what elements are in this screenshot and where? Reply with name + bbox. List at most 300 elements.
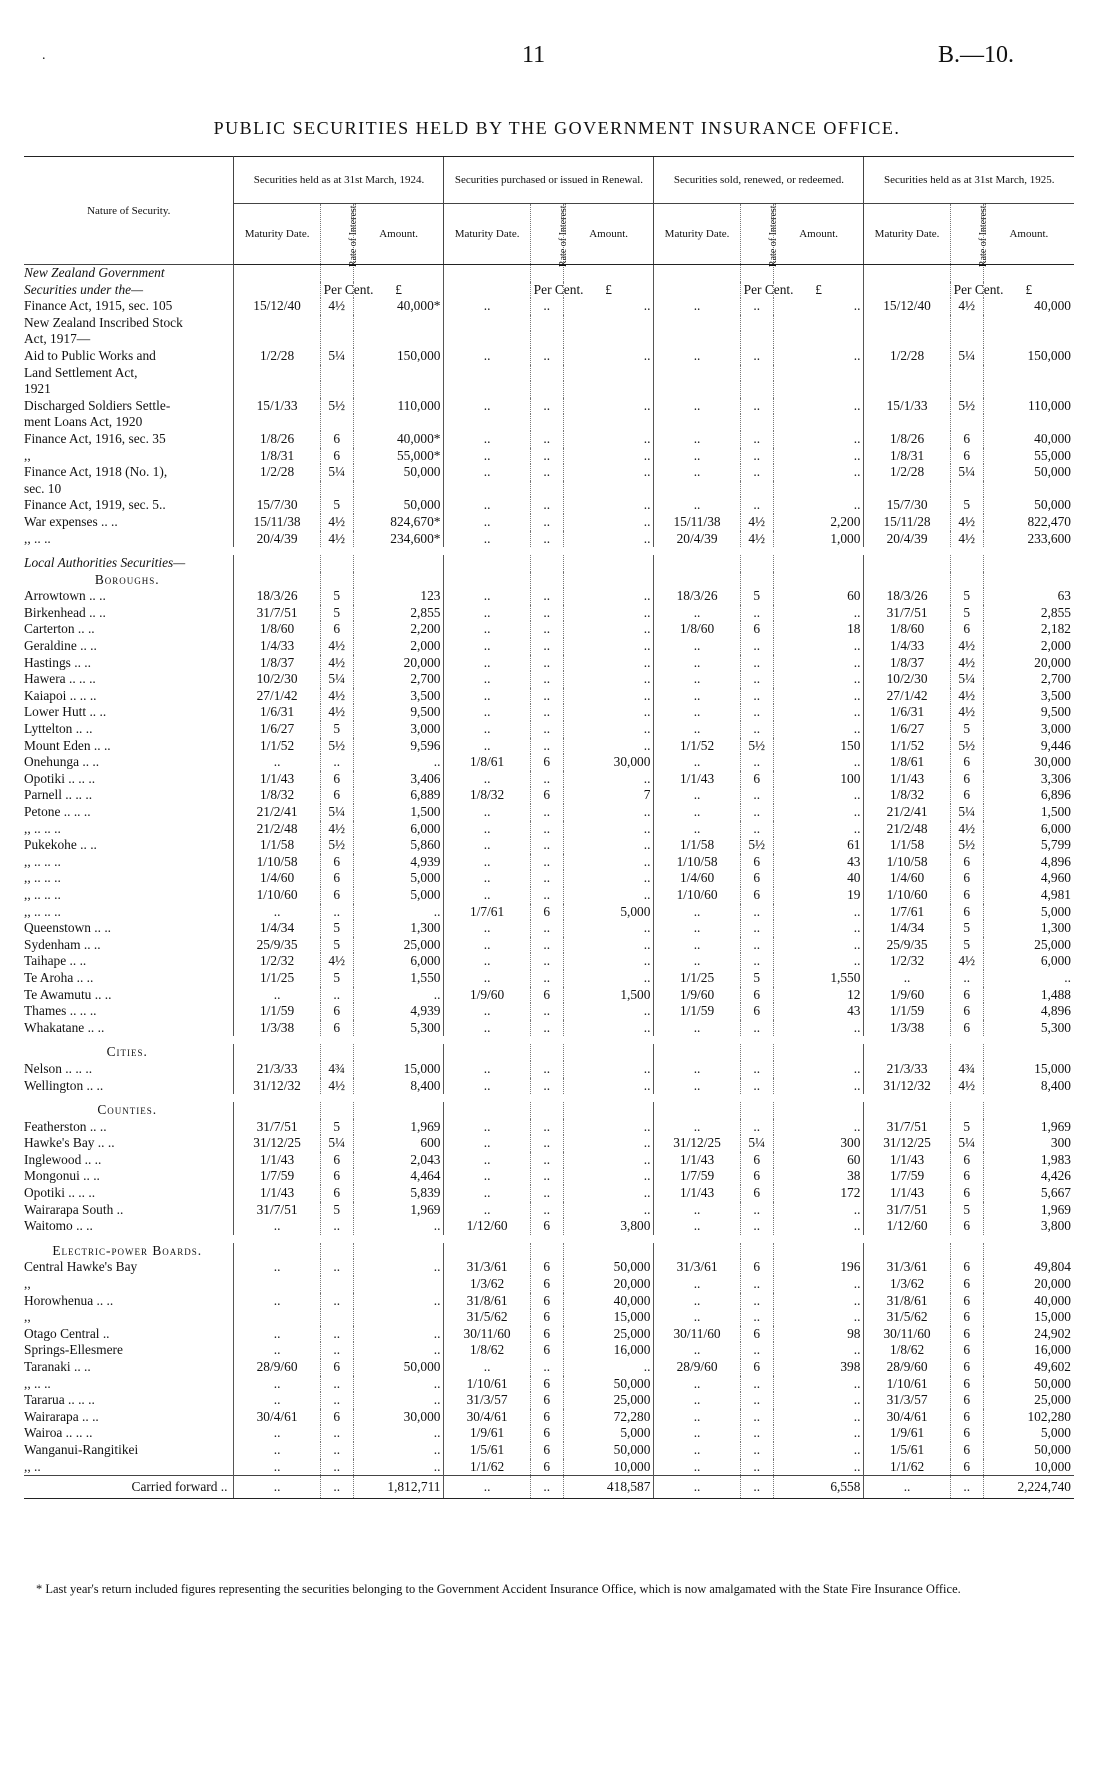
maturity-date-cell: 31/7/51 xyxy=(864,1202,950,1219)
amount-cell: .. xyxy=(773,638,864,655)
amount-cell: 49,602 xyxy=(983,1359,1074,1376)
amount-cell: 6,000 xyxy=(353,821,444,838)
maturity-date-cell: 1/8/31 xyxy=(234,448,320,465)
amount-cell: 1,969 xyxy=(353,1119,444,1136)
interest-rate-cell: .. xyxy=(530,804,563,821)
maturity-header: Maturity Date. xyxy=(234,204,320,265)
interest-rate-cell: .. xyxy=(740,754,773,771)
maturity-date-cell: .. xyxy=(444,821,530,838)
table-row xyxy=(24,315,1074,332)
empty-cell xyxy=(563,1243,654,1260)
amount-cell: .. xyxy=(353,1342,444,1359)
maturity-date-cell: 1/10/58 xyxy=(654,854,740,871)
interest-rate-cell: 6 xyxy=(740,1003,773,1020)
table-row xyxy=(24,298,1074,315)
interest-rate-cell: 6 xyxy=(950,1392,983,1409)
maturity-date-cell: .. xyxy=(654,398,740,415)
maturity-date-cell: 20/4/39 xyxy=(654,531,740,548)
interest-rate-cell: .. xyxy=(530,1202,563,1219)
table-row xyxy=(24,1342,1074,1359)
interest-rate-cell xyxy=(740,315,773,332)
interest-rate-cell: .. xyxy=(530,970,563,987)
amount-cell: .. xyxy=(773,1218,864,1235)
maturity-date-cell xyxy=(654,282,740,299)
empty-cell xyxy=(864,555,950,572)
amount-cell: 20,000 xyxy=(983,1276,1074,1293)
interest-rate-cell xyxy=(320,1309,353,1326)
table-row xyxy=(24,804,1074,821)
maturity-date-cell: .. xyxy=(444,431,530,448)
amount-cell: .. xyxy=(773,1276,864,1293)
maturity-date-cell xyxy=(654,331,740,348)
interest-rate-cell xyxy=(950,481,983,498)
table-row xyxy=(24,920,1074,937)
amount-cell: .. xyxy=(563,1003,654,1020)
amount-cell: 43 xyxy=(773,854,864,871)
amount-cell: 38 xyxy=(773,1168,864,1185)
interest-rate-cell: .. xyxy=(530,738,563,755)
table-row xyxy=(24,497,1074,514)
amount-cell: 15,000 xyxy=(353,1061,444,1078)
interest-rate-cell: .. xyxy=(740,953,773,970)
interest-rate-cell: .. xyxy=(320,987,353,1004)
maturity-date-cell: 1/1/25 xyxy=(654,970,740,987)
amount-cell: 824,670* xyxy=(353,514,444,531)
interest-rate-cell: 5¼ xyxy=(950,464,983,481)
interest-rate-cell: 6 xyxy=(320,431,353,448)
table-row xyxy=(24,837,1074,854)
maturity-date-cell: 1/7/59 xyxy=(234,1168,320,1185)
amount-cell: 25,000 xyxy=(353,937,444,954)
table-row xyxy=(24,970,1074,987)
interest-rate-cell: 6 xyxy=(950,1276,983,1293)
interest-rate-cell xyxy=(320,1276,353,1293)
maturity-date-cell: .. xyxy=(444,655,530,672)
maturity-date-cell: .. xyxy=(444,621,530,638)
subsection-heading: Electric-power Boards. xyxy=(52,1242,203,1258)
table-row xyxy=(24,937,1074,954)
maturity-date-cell: .. xyxy=(234,1259,320,1276)
interest-rate-cell xyxy=(740,331,773,348)
amount-cell: 10,000 xyxy=(563,1459,654,1476)
interest-rate-cell: 5 xyxy=(320,937,353,954)
empty-cell xyxy=(983,1102,1074,1119)
maturity-date-cell xyxy=(444,365,530,382)
amount-cell: .. xyxy=(563,638,654,655)
maturity-date-cell: 1/9/60 xyxy=(444,987,530,1004)
interest-rate-cell: .. xyxy=(320,1476,353,1499)
interest-rate-cell: 5 xyxy=(740,970,773,987)
spacer-row xyxy=(24,1235,1074,1243)
amount-cell xyxy=(563,331,654,348)
amount-cell: .. xyxy=(773,1409,864,1426)
interest-rate-cell: .. xyxy=(530,464,563,481)
empty-cell xyxy=(563,265,654,282)
amount-cell: .. xyxy=(563,431,654,448)
interest-rate-cell: .. xyxy=(530,671,563,688)
rate-header: Rate of Interest. xyxy=(950,204,983,265)
maturity-date-cell: 28/9/60 xyxy=(654,1359,740,1376)
interest-rate-cell xyxy=(320,365,353,382)
interest-rate-cell: 6 xyxy=(320,1359,353,1376)
amount-cell: 196 xyxy=(773,1259,864,1276)
interest-rate-cell: 6 xyxy=(740,870,773,887)
interest-rate-cell: .. xyxy=(950,1476,983,1499)
maturity-date-cell xyxy=(864,331,950,348)
amount-cell: .. xyxy=(563,497,654,514)
interest-rate-cell: 5½ xyxy=(950,398,983,415)
interest-rate-cell: .. xyxy=(530,1078,563,1095)
maturity-date-cell: 1/4/60 xyxy=(654,870,740,887)
interest-rate-cell: Per Cent. xyxy=(530,282,563,299)
table-row xyxy=(24,638,1074,655)
amount-cell: 110,000 xyxy=(983,398,1074,415)
amount-cell: .. xyxy=(773,1202,864,1219)
interest-rate-cell: 5¼ xyxy=(320,464,353,481)
security-name: Wairarapa .. .. xyxy=(24,1408,99,1424)
interest-rate-cell: 6 xyxy=(320,887,353,904)
interest-rate-cell: 5¼ xyxy=(740,1135,773,1152)
interest-rate-cell: 6 xyxy=(740,987,773,1004)
group-header-sold: Securities sold, renewed, or redeemed. xyxy=(654,157,864,204)
maturity-date-cell: .. xyxy=(444,953,530,970)
interest-rate-cell: 5¼ xyxy=(320,804,353,821)
table-row xyxy=(24,448,1074,465)
empty-cell xyxy=(444,1044,530,1061)
maturity-date-cell: 1/1/58 xyxy=(234,837,320,854)
empty-cell xyxy=(530,572,563,589)
interest-rate-cell: 4½ xyxy=(740,514,773,531)
interest-rate-cell: .. xyxy=(320,1392,353,1409)
interest-rate-cell: 5¼ xyxy=(320,671,353,688)
interest-rate-cell xyxy=(950,365,983,382)
security-name: Lyttelton .. .. xyxy=(24,721,93,737)
amount-cell: 4,896 xyxy=(983,1003,1074,1020)
amount-cell: 1,550 xyxy=(773,970,864,987)
security-name: ,, .. .. .. xyxy=(24,903,61,919)
security-name: Hawera .. .. .. xyxy=(24,671,96,687)
table-row xyxy=(24,514,1074,531)
amount-cell: 172 xyxy=(773,1185,864,1202)
amount-cell: 1,550 xyxy=(353,970,444,987)
interest-rate-cell: 6 xyxy=(320,1168,353,1185)
maturity-date-cell: 15/7/30 xyxy=(864,497,950,514)
amount-cell: 233,600 xyxy=(983,531,1074,548)
interest-rate-cell: .. xyxy=(530,448,563,465)
maturity-date-cell: .. xyxy=(654,298,740,315)
amount-cell: 5,300 xyxy=(353,1020,444,1037)
interest-rate-cell: .. xyxy=(530,688,563,705)
amount-cell: 4,960 xyxy=(983,870,1074,887)
amount-cell: 300 xyxy=(773,1135,864,1152)
table-row xyxy=(24,1061,1074,1078)
empty-cell xyxy=(320,1102,353,1119)
amount-cell: .. xyxy=(773,721,864,738)
table-row xyxy=(24,1392,1074,1409)
empty-cell xyxy=(983,555,1074,572)
security-name: ,, xyxy=(24,1309,31,1325)
maturity-date-cell: 15/12/40 xyxy=(234,298,320,315)
table-row xyxy=(24,904,1074,921)
amount-cell: 9,500 xyxy=(353,704,444,721)
amount-cell xyxy=(563,481,654,498)
amount-cell: 600 xyxy=(353,1135,444,1152)
maturity-date-cell: 10/2/30 xyxy=(234,671,320,688)
amount-cell: 5,000 xyxy=(563,904,654,921)
amount-cell xyxy=(353,481,444,498)
maturity-date-cell: 10/2/30 xyxy=(864,671,950,688)
amount-cell: .. xyxy=(773,1119,864,1136)
table-row xyxy=(24,787,1074,804)
amount-cell: .. xyxy=(563,1061,654,1078)
amount-cell: 5,799 xyxy=(983,837,1074,854)
maturity-date-cell: .. xyxy=(444,1185,530,1202)
interest-rate-cell xyxy=(320,481,353,498)
section-heading-row xyxy=(24,1243,1074,1260)
security-name: Mount Eden .. .. xyxy=(24,737,111,753)
security-name: Te Aroha .. .. xyxy=(24,969,94,985)
maturity-date-cell: 31/3/61 xyxy=(864,1259,950,1276)
interest-rate-cell: 6 xyxy=(950,1376,983,1393)
maturity-date-cell: 31/12/25 xyxy=(234,1135,320,1152)
amount-cell: .. xyxy=(773,655,864,672)
amount-cell: .. xyxy=(353,1326,444,1343)
interest-rate-cell: .. xyxy=(320,1293,353,1310)
amount-cell: 6,000 xyxy=(983,821,1074,838)
interest-rate-cell: 5½ xyxy=(740,837,773,854)
maturity-date-cell xyxy=(864,365,950,382)
table-row xyxy=(24,1020,1074,1037)
maturity-date-cell: .. xyxy=(234,1293,320,1310)
security-name: Hastings .. .. xyxy=(24,654,91,670)
maturity-date-cell: 15/11/28 xyxy=(864,514,950,531)
interest-rate-cell: 6 xyxy=(950,1425,983,1442)
maturity-date-cell: .. xyxy=(444,638,530,655)
interest-rate-cell: 5 xyxy=(320,970,353,987)
maturity-date-cell: .. xyxy=(654,1078,740,1095)
amount-cell: 1,000 xyxy=(773,531,864,548)
maturity-date-cell: 21/2/48 xyxy=(234,821,320,838)
interest-rate-cell: 6 xyxy=(950,1326,983,1343)
amount-cell: .. xyxy=(773,497,864,514)
amount-cell: 40,000* xyxy=(353,298,444,315)
amount-cell: .. xyxy=(563,1168,654,1185)
interest-rate-cell: 6 xyxy=(320,621,353,638)
amount-cell: 2,224,740 xyxy=(983,1476,1074,1499)
maturity-date-cell: 1/8/32 xyxy=(234,787,320,804)
interest-rate-cell: .. xyxy=(740,605,773,622)
maturity-date-cell: 31/12/25 xyxy=(864,1135,950,1152)
amount-cell: 1,488 xyxy=(983,987,1074,1004)
maturity-date-cell: 15/11/38 xyxy=(654,514,740,531)
amount-cell: .. xyxy=(563,464,654,481)
amount-cell xyxy=(353,331,444,348)
interest-rate-cell: .. xyxy=(740,497,773,514)
interest-rate-cell: .. xyxy=(530,953,563,970)
rate-header: Rate of Interest. xyxy=(320,204,353,265)
security-name: Parnell .. .. .. xyxy=(24,787,93,803)
maturity-date-cell: .. xyxy=(444,704,530,721)
interest-rate-cell: 6 xyxy=(530,1442,563,1459)
security-name: Opotiki .. .. .. xyxy=(24,1185,96,1201)
table-row xyxy=(24,1003,1074,1020)
interest-rate-cell: 5 xyxy=(950,1119,983,1136)
interest-rate-cell: 5 xyxy=(320,1202,353,1219)
amount-cell: .. xyxy=(563,1152,654,1169)
interest-rate-cell xyxy=(320,414,353,431)
amount-cell: 25,000 xyxy=(983,1392,1074,1409)
amount-cell: .. xyxy=(563,1020,654,1037)
empty-cell xyxy=(654,1243,740,1260)
empty-cell xyxy=(773,265,864,282)
section-heading-row xyxy=(24,265,1074,282)
table-row xyxy=(24,655,1074,672)
maturity-date-cell: .. xyxy=(654,1119,740,1136)
maturity-date-cell: .. xyxy=(444,497,530,514)
amount-cell: 40,000 xyxy=(983,1293,1074,1310)
table-row xyxy=(24,771,1074,788)
amount-cell: 110,000 xyxy=(353,398,444,415)
section-heading-row xyxy=(24,572,1074,589)
amount-cell xyxy=(983,331,1074,348)
maturity-date-cell: .. xyxy=(444,531,530,548)
empty-cell xyxy=(950,572,983,589)
maturity-date-cell: 31/7/51 xyxy=(864,1119,950,1136)
table-row xyxy=(24,481,1074,498)
interest-rate-cell: 6 xyxy=(530,1259,563,1276)
maturity-date-cell: 31/7/51 xyxy=(234,1202,320,1219)
maturity-date-cell: .. xyxy=(654,1442,740,1459)
interest-rate-cell: 4½ xyxy=(950,655,983,672)
interest-rate-cell: 6 xyxy=(320,1020,353,1037)
amount-cell: 6,000 xyxy=(983,953,1074,970)
interest-rate-cell: .. xyxy=(740,1061,773,1078)
maturity-date-cell: .. xyxy=(444,870,530,887)
amount-cell: .. xyxy=(773,298,864,315)
interest-rate-cell xyxy=(740,365,773,382)
amount-cell: 1,812,711 xyxy=(353,1476,444,1499)
maturity-date-cell: 31/7/51 xyxy=(234,1119,320,1136)
amount-cell: 398 xyxy=(773,1359,864,1376)
empty-cell xyxy=(654,1102,740,1119)
table-row xyxy=(24,1152,1074,1169)
amount-cell xyxy=(353,365,444,382)
section-heading: Local Authorities Securities— xyxy=(24,555,186,571)
table-row xyxy=(24,887,1074,904)
amount-cell: .. xyxy=(773,1459,864,1476)
amount-cell: 30,000 xyxy=(353,1409,444,1426)
security-name: Discharged Soldiers Settle- xyxy=(24,397,171,413)
empty-cell xyxy=(234,572,320,589)
security-name: Wellington .. .. xyxy=(24,1077,104,1093)
maturity-date-cell: 1/8/26 xyxy=(864,431,950,448)
empty-cell xyxy=(353,572,444,589)
amount-cell: 300 xyxy=(983,1135,1074,1152)
security-name: Taranaki .. .. xyxy=(24,1359,91,1374)
amount-cell xyxy=(983,365,1074,382)
amount-cell: .. xyxy=(773,671,864,688)
maturity-date-cell: 1/1/43 xyxy=(654,1185,740,1202)
interest-rate-cell xyxy=(530,414,563,431)
maturity-date-cell: 1/12/60 xyxy=(864,1218,950,1235)
interest-rate-cell: 4½ xyxy=(950,514,983,531)
empty-cell xyxy=(353,265,444,282)
maturity-date-cell: 1/3/62 xyxy=(444,1276,530,1293)
empty-cell xyxy=(234,1044,320,1061)
interest-rate-cell: 4½ xyxy=(950,1078,983,1095)
maturity-date-cell: .. xyxy=(444,398,530,415)
interest-rate-cell: 6 xyxy=(740,1326,773,1343)
amount-cell: 15,000 xyxy=(983,1061,1074,1078)
security-name: Arrowtown .. .. xyxy=(24,588,106,604)
security-name: Securities under the— xyxy=(24,281,144,297)
interest-rate-cell: 6 xyxy=(950,1020,983,1037)
interest-rate-cell: .. xyxy=(740,1119,773,1136)
spacer-cell xyxy=(24,547,1074,555)
page-title: PUBLIC SECURITIES HELD BY THE GOVERNMENT INSURANCE OFFICE. xyxy=(213,118,901,138)
amount-cell: .. xyxy=(563,1078,654,1095)
interest-rate-cell: Per Cent. xyxy=(950,282,983,299)
table-row xyxy=(24,1259,1074,1276)
interest-rate-cell: Per Cent. xyxy=(740,282,773,299)
maturity-date-cell: 27/1/42 xyxy=(234,688,320,705)
security-name: Hawke's Bay .. .. xyxy=(24,1135,115,1151)
table-row xyxy=(24,754,1074,771)
amount-cell xyxy=(563,315,654,332)
amount-cell: 25,000 xyxy=(983,937,1074,954)
maturity-date-cell: 1/9/60 xyxy=(864,987,950,1004)
amount-cell: 40,000 xyxy=(983,431,1074,448)
maturity-date-cell: 30/4/61 xyxy=(234,1409,320,1426)
amount-cell: .. xyxy=(563,837,654,854)
maturity-date-cell: 30/11/60 xyxy=(864,1326,950,1343)
interest-rate-cell: 4½ xyxy=(320,298,353,315)
interest-rate-cell: 5½ xyxy=(320,738,353,755)
interest-rate-cell: 6 xyxy=(950,1342,983,1359)
maturity-date-cell: 31/3/61 xyxy=(444,1259,530,1276)
interest-rate-cell: .. xyxy=(530,348,563,365)
amount-cell: 2,700 xyxy=(353,671,444,688)
security-name: ,, .. .. .. xyxy=(24,820,61,836)
empty-cell xyxy=(773,1243,864,1260)
amount-cell: .. xyxy=(773,1309,864,1326)
nature-header: Nature of Security. xyxy=(24,157,234,265)
interest-rate-cell: 6 xyxy=(950,987,983,1004)
amount-cell: 40,000* xyxy=(353,431,444,448)
maturity-date-cell: .. xyxy=(444,605,530,622)
empty-cell xyxy=(740,572,773,589)
interest-rate-cell: .. xyxy=(740,1442,773,1459)
interest-rate-cell: 6 xyxy=(950,1409,983,1426)
table-row xyxy=(24,1459,1074,1476)
amount-cell: .. xyxy=(563,804,654,821)
maturity-date-cell xyxy=(654,365,740,382)
maturity-date-cell: 1/7/59 xyxy=(864,1168,950,1185)
table-row xyxy=(24,282,1074,299)
amount-cell: 418,587 xyxy=(563,1476,654,1499)
empty-cell xyxy=(234,1102,320,1119)
interest-rate-cell: 5¼ xyxy=(950,1135,983,1152)
amount-cell: 30,000 xyxy=(983,754,1074,771)
amount-cell: 102,280 xyxy=(983,1409,1074,1426)
maturity-date-cell: 1/9/60 xyxy=(654,987,740,1004)
subsection-heading: Boroughs. xyxy=(94,571,160,587)
amount-cell: 20,000 xyxy=(353,655,444,672)
maturity-date-cell: .. xyxy=(654,1376,740,1393)
interest-rate-cell: 5¼ xyxy=(950,804,983,821)
maturity-date-cell: 1/10/60 xyxy=(654,887,740,904)
interest-rate-cell: 6 xyxy=(530,1293,563,1310)
